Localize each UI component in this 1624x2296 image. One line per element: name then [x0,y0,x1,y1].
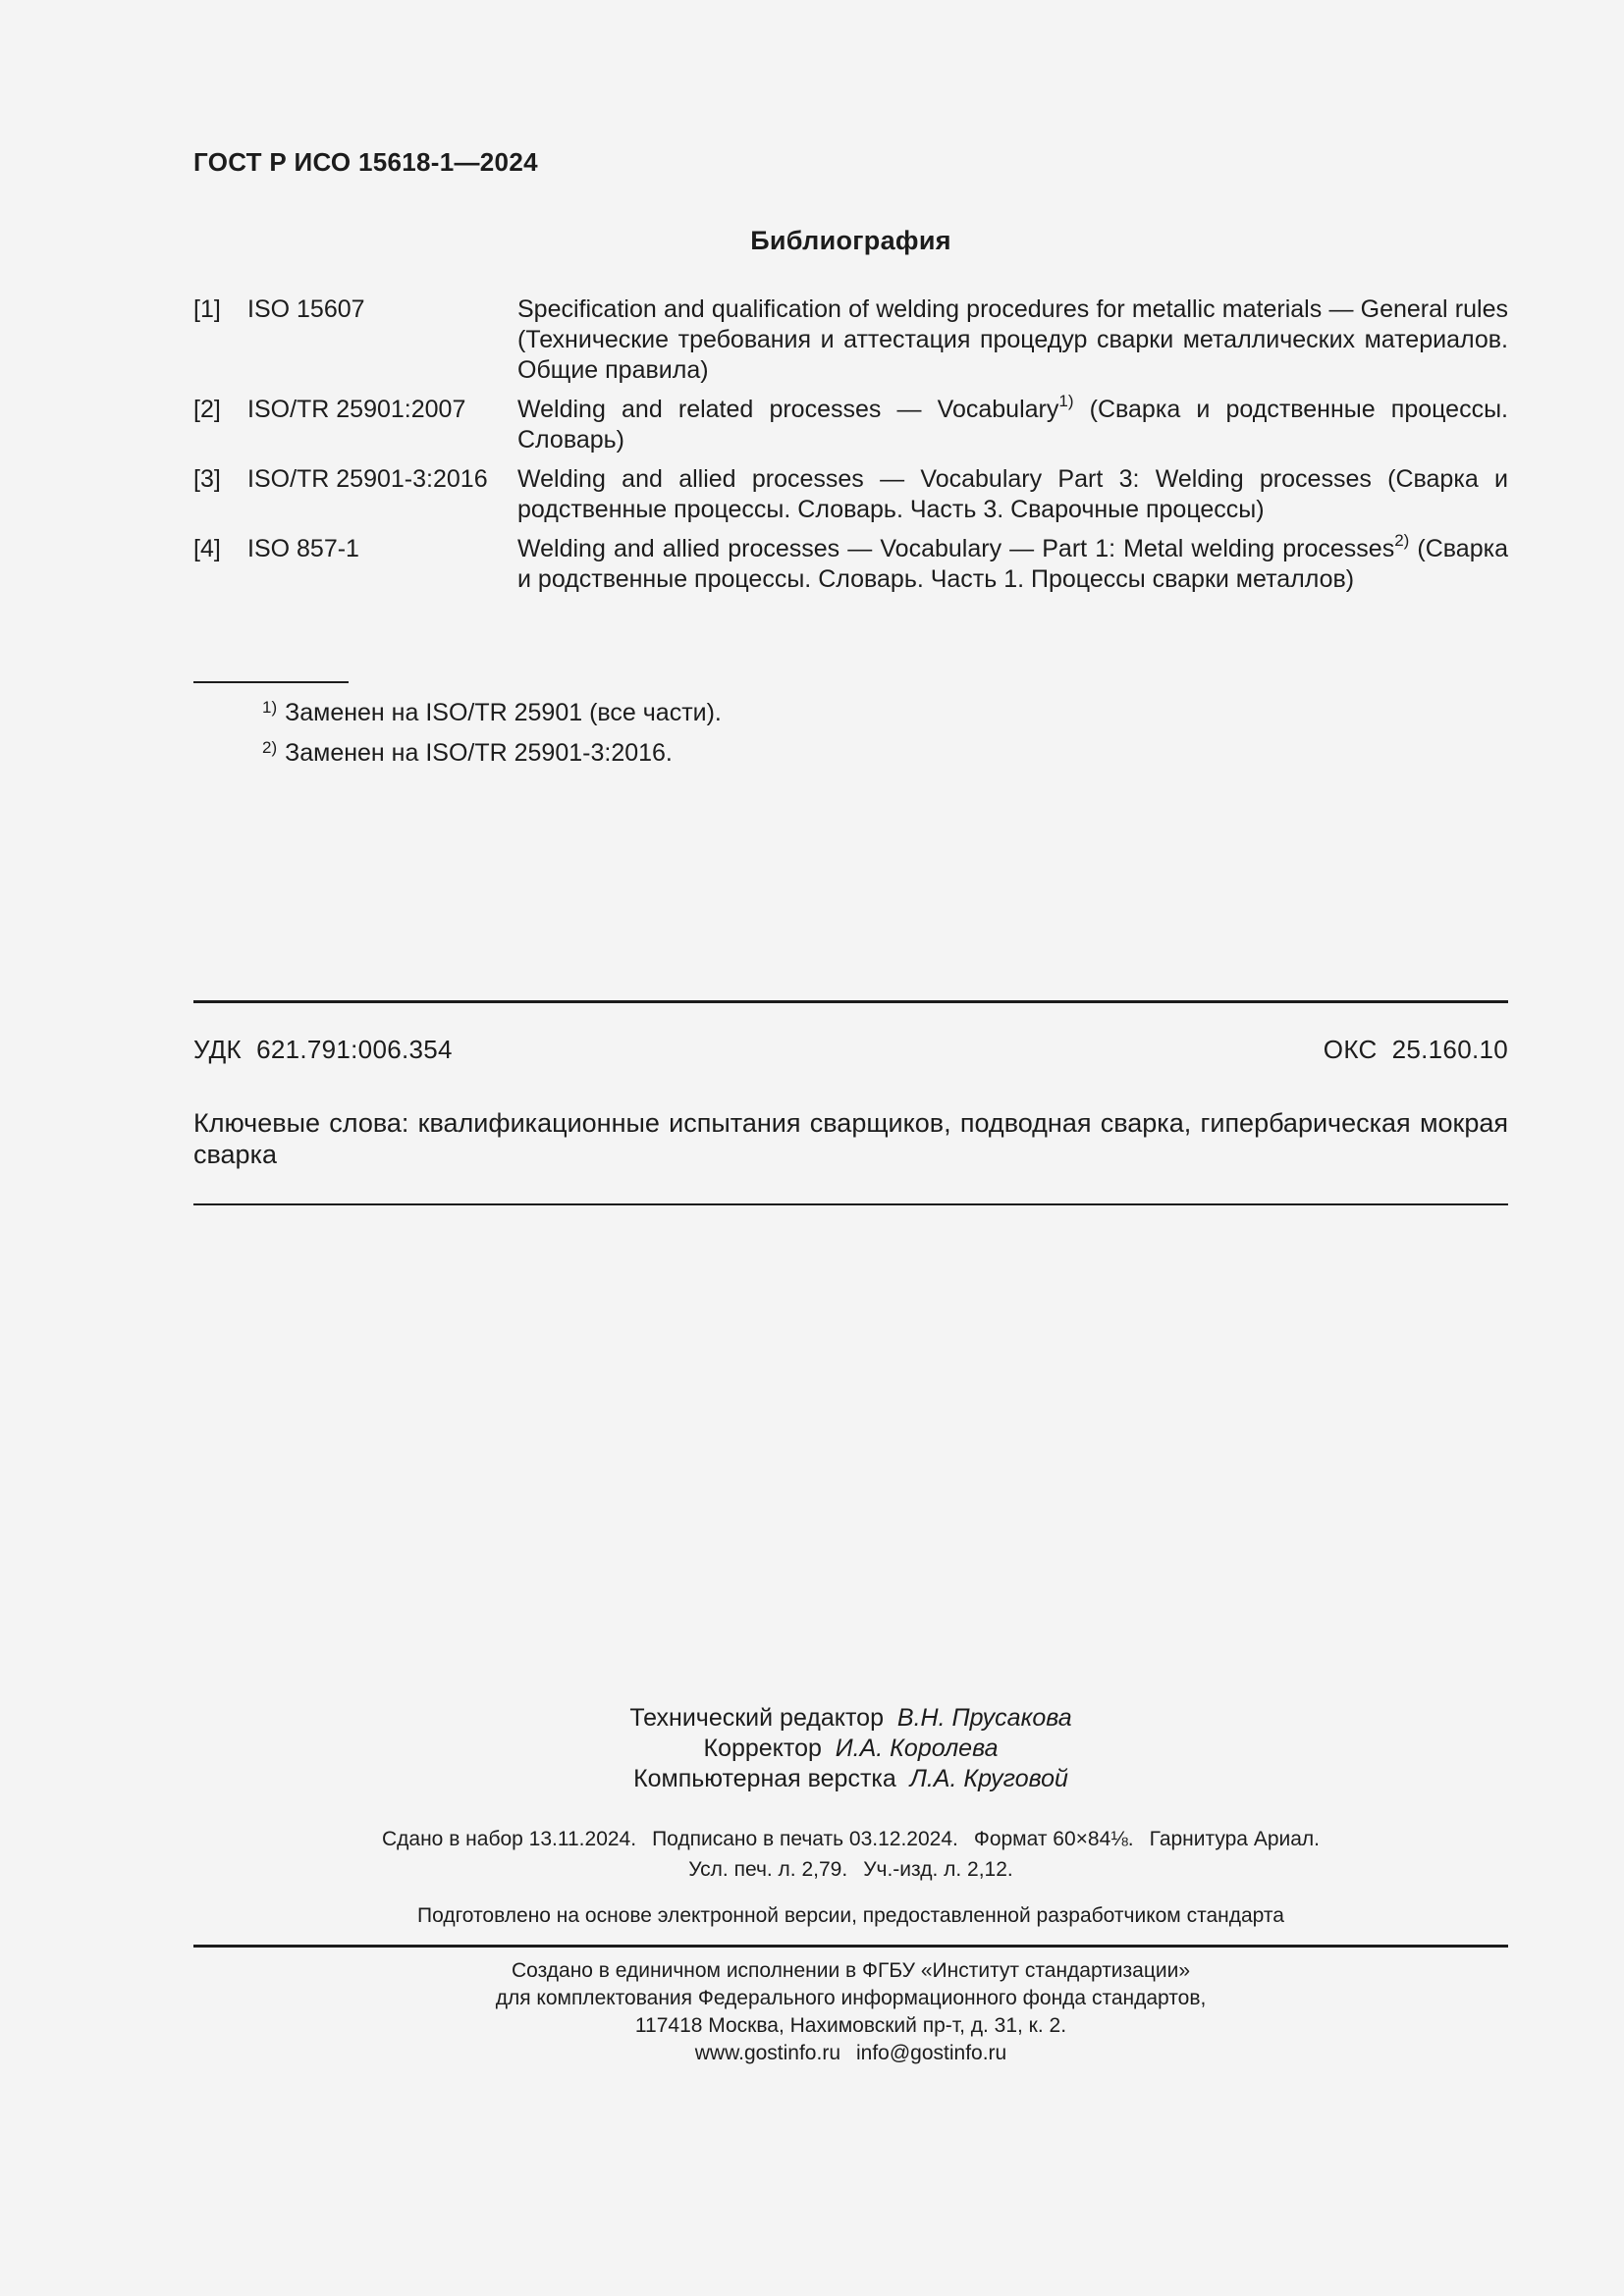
imprint-signed: Подписано в печать 03.12.2024. [652,1828,958,1850]
entry-number: [3] [193,465,221,493]
credit-corrector [193,1734,1508,1764]
entry-number: [2] [193,396,221,423]
entry-title [517,391,1508,455]
publisher-website[interactable]: www.gostinfo.ru [694,2042,840,2064]
publisher-contacts [193,2040,1508,2067]
entry-title-text: Welding and allied processes — Vocabulary Part 3: Welding processes (Сварка и родственные процессы. Словарь. Часть 3. Сварочные процессы) [517,465,1508,523]
keywords: Ключевые слова: квалификационные испытания сварщиков, подводная сварка, гипербарическая мокрая сварка [193,1108,1508,1169]
udk-label: УДК [193,1035,243,1064]
publisher-line: Создано в единичном исполнении в ФГБУ «Институт стандартизации» [511,1959,1191,1982]
document-code: ГОСТ Р ИСО 15618-1—2024 [193,147,538,177]
publisher-info [193,1957,1508,2067]
bibliography-title: Библиография [750,226,951,255]
entry-title-text: Welding and allied processes — Vocabulary — Part 1: Metal welding processes [517,535,1395,562]
footnote-text: Заменен на ISO/TR 25901 (все части). [285,699,722,726]
oks-label: ОКС [1323,1035,1378,1064]
publisher-address: 117418 Москва, Нахимовский пр-т, д. 31, к. 2. [634,2014,1067,2037]
oks-value: 25.160.10 [1391,1035,1508,1064]
imprint-typeface: Гарнитура Ариал. [1149,1828,1320,1850]
imprint-line-2 [193,1854,1508,1885]
entry-title [517,294,1508,386]
footnote-reference: 1) [1058,391,1074,410]
classification-bottom-rule [193,1203,1508,1205]
oks-code [1324,1035,1508,1065]
udk-value: 621.791:006.354 [256,1035,453,1064]
imprint-pub-sheets: Уч.-изд. л. 2,12. [863,1858,1013,1881]
bibliography-list [193,294,1508,604]
credit-name: В.Н. Прусакова [896,1704,1072,1732]
prepared-note: Подготовлено на основе электронной версии, предоставленной разработчиком стандарта [417,1904,1284,1927]
entry-reference: ISO/TR 25901:2007 [247,396,466,423]
footnote-item [262,734,722,774]
imprint-print-sheets: Усл. печ. л. 2,79. [688,1858,848,1881]
footnote-mark: 2) [262,738,278,757]
bibliography-entry [193,530,1509,595]
publisher-email[interactable]: info@gostinfo.ru [856,2042,1007,2064]
credit-label: Корректор [703,1735,822,1762]
credit-tech-editor [193,1703,1508,1734]
entry-number: [4] [193,535,221,562]
credit-label: Технический редактор [629,1704,884,1732]
bibliography-entry [193,294,1508,386]
imprint-line-1 [193,1824,1508,1854]
entry-title [517,464,1508,525]
publisher-rule [193,1945,1508,1948]
entry-title-translation: (Сварка и родственные процессы. Словарь. Часть 1. Процессы сварки металлов) [517,535,1509,593]
entry-reference: ISO/TR 25901-3:2016 [247,465,488,493]
footnotes [262,694,722,774]
footnote-reference: 2) [1394,530,1410,550]
entry-title-text: Welding and related processes — Vocabulary [517,396,1059,423]
credits [193,1703,1508,1794]
bibliography-entry [193,391,1508,455]
entry-title [517,530,1509,595]
footnote-divider [193,681,349,683]
credit-name: Л.А. Круговой [909,1765,1068,1792]
footnote-text: Заменен на ISO/TR 25901-3:2016. [285,739,673,767]
imprint-format: Формат 60×84⅛. [973,1828,1134,1850]
entry-title-translation: (Сварка и родственные процессы. Словарь) [517,396,1508,454]
bibliography-entry [193,464,1508,525]
imprint-submitted: Сдано в набор 13.11.2024. [381,1828,637,1850]
credit-name: И.А. Королева [835,1735,999,1762]
document-page [193,0,1508,2296]
udk-code [193,1035,453,1065]
imprint [193,1824,1508,1885]
entry-number: [1] [193,295,221,323]
entry-title-text: Specification and qualification of welding procedures for metallic materials — General rules (Технические требования и аттестация процедур сварки металлических материалов. Общие правила) [517,295,1508,384]
credit-label: Компьютерная верстка [633,1765,896,1792]
credit-layout [193,1764,1508,1794]
entry-reference: ISO 15607 [247,295,365,323]
entry-reference: ISO 857-1 [247,535,359,562]
classification-top-rule [193,1000,1508,1003]
footnote-item [262,694,722,734]
publisher-line: для комплектования Федерального информационного фонда стандартов, [495,1987,1207,2009]
footnote-mark: 1) [262,698,278,717]
